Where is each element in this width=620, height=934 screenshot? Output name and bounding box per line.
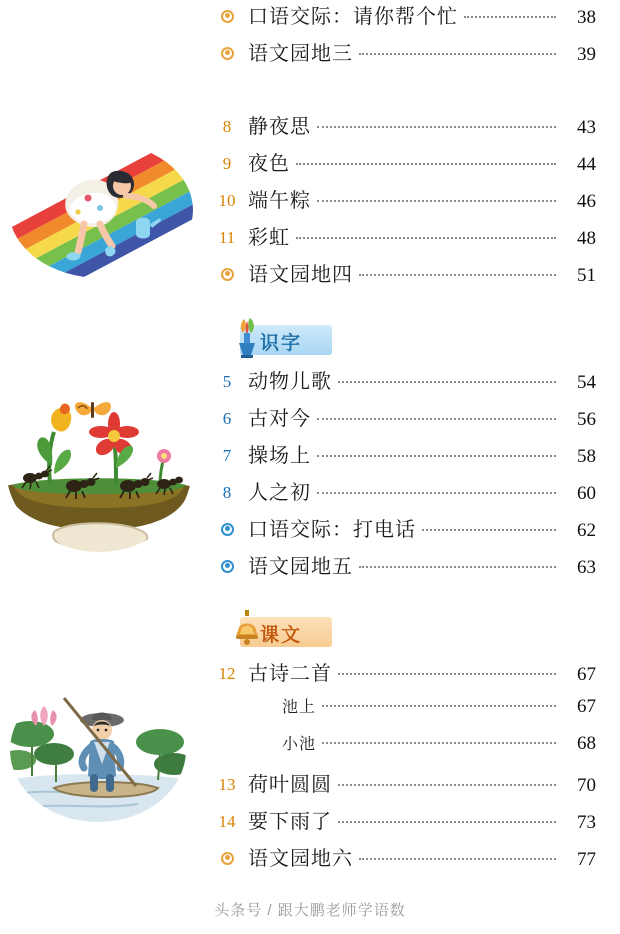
toc-page-number: 43 — [577, 117, 596, 138]
toc-title: 语文园地六 — [248, 848, 353, 870]
bullet-icon — [206, 559, 248, 572]
toc-page-number: 56 — [577, 409, 596, 430]
flowers-ants-svg — [4, 382, 194, 562]
toc-row[interactable] — [206, 221, 596, 258]
toc-title: 静夜思 — [248, 116, 311, 138]
toc-subtitle: 池上 — [282, 699, 317, 716]
leader-dots — [317, 454, 556, 457]
toc-title: 彩虹 — [248, 227, 290, 249]
toc-row[interactable] — [206, 110, 596, 147]
toc-page-number: 77 — [577, 849, 596, 870]
toc-page-number: 48 — [577, 228, 596, 249]
lesson-number: 10 — [218, 191, 236, 210]
rainbow-girl-illustration — [8, 140, 194, 280]
toc-row[interactable] — [206, 805, 596, 842]
bullet-icon — [206, 46, 248, 59]
bullet-icon — [206, 267, 248, 280]
lesson-number: 9 — [222, 154, 232, 173]
toc-page-number: 51 — [577, 265, 596, 286]
lesson-number: 13 — [218, 775, 236, 794]
leader-dots — [322, 704, 556, 707]
leader-dots — [464, 15, 556, 18]
toc-row[interactable] — [206, 842, 596, 879]
toc-title: 古对今 — [248, 408, 311, 430]
leader-dots — [422, 528, 556, 531]
toc-row[interactable] — [206, 694, 596, 731]
toc-row[interactable] — [206, 550, 596, 587]
toc-title: 要下雨了 — [248, 811, 332, 833]
leader-dots — [359, 52, 556, 55]
toc-title: 语文园地三 — [248, 43, 353, 65]
toc-group-kewen-3 — [206, 607, 596, 879]
toc-title: 人之初 — [248, 482, 311, 504]
toc-row[interactable] — [206, 657, 596, 694]
toc-page-number: 58 — [577, 446, 596, 467]
toc-group-shizi — [206, 315, 596, 587]
boy-on-boat-svg — [8, 676, 188, 826]
flowers-ants-illustration — [4, 382, 194, 562]
toc-row[interactable] — [206, 0, 596, 37]
toc-page-number: 73 — [577, 812, 596, 833]
toc-page-number: 70 — [577, 775, 596, 796]
watermark: 头条号 / 跟大鹏老师学语数 — [214, 902, 406, 919]
toc-title: 端午粽 — [248, 190, 311, 212]
toc-title: 操场上 — [248, 445, 311, 467]
leader-dots — [359, 273, 556, 276]
toc-title: 荷叶圆圆 — [248, 774, 332, 796]
spacer — [206, 295, 596, 315]
lesson-number: 6 — [222, 409, 232, 428]
toc-row[interactable] — [206, 147, 596, 184]
toc-row[interactable] — [206, 768, 596, 805]
lesson-number: 12 — [218, 664, 236, 683]
toc-row[interactable] — [206, 37, 596, 74]
toc-page-number: 44 — [577, 154, 596, 175]
lesson-number: 5 — [222, 372, 232, 391]
toc-page-number: 68 — [577, 733, 596, 754]
table-of-contents — [206, 0, 596, 879]
section-banner-kewen — [218, 607, 596, 651]
toc-title: 语文园地四 — [248, 264, 353, 286]
leader-dots — [338, 380, 556, 383]
spacer — [206, 587, 596, 607]
leader-dots — [322, 741, 556, 744]
toc-page-number: 63 — [577, 557, 596, 578]
toc-subtitle: 小池 — [282, 736, 317, 753]
leader-dots — [296, 236, 556, 239]
toc-page-number: 39 — [577, 44, 596, 65]
section-banner-label: 课文 — [260, 625, 303, 646]
toc-page-number: 67 — [577, 696, 596, 717]
leader-dots — [338, 672, 556, 675]
toc-row[interactable] — [206, 402, 596, 439]
bullet-icon — [206, 9, 248, 22]
toc-row[interactable] — [206, 258, 596, 295]
rainbow-girl-svg — [8, 140, 194, 280]
bell-icon — [230, 607, 264, 651]
toc-page-number: 38 — [577, 7, 596, 28]
leader-dots — [338, 820, 556, 823]
bullet-icon — [206, 851, 248, 864]
toc-group-kewen-2 — [206, 110, 596, 295]
lesson-number: 8 — [222, 117, 232, 136]
leader-dots — [359, 857, 556, 860]
toc-row[interactable] — [206, 731, 596, 768]
toc-title: 语文园地五 — [248, 556, 353, 578]
toc-row[interactable] — [206, 184, 596, 221]
toc-page-number: 46 — [577, 191, 596, 212]
toc-title: 古诗二首 — [248, 663, 332, 685]
feather-pen-icon — [230, 315, 264, 359]
section-banner-label: 识字 — [260, 333, 303, 354]
leader-dots — [317, 417, 556, 420]
toc-page-number: 67 — [577, 664, 596, 685]
toc-row[interactable] — [206, 439, 596, 476]
toc-page-number: 60 — [577, 483, 596, 504]
leader-dots — [296, 162, 556, 165]
leader-dots — [317, 491, 556, 494]
boy-on-boat-illustration — [8, 676, 188, 826]
toc-page-number: 62 — [577, 520, 596, 541]
toc-row[interactable] — [206, 365, 596, 402]
toc-title: 动物儿歌 — [248, 371, 332, 393]
toc-row[interactable] — [206, 513, 596, 550]
leader-dots — [317, 199, 556, 202]
toc-group-top — [206, 0, 596, 74]
lesson-number: 11 — [218, 228, 236, 247]
leader-dots — [359, 565, 556, 568]
section-banner-shizi — [218, 315, 596, 359]
lesson-number: 7 — [222, 446, 232, 465]
leader-dots — [317, 125, 556, 128]
toc-row[interactable] — [206, 476, 596, 513]
bullet-icon — [206, 522, 248, 535]
leader-dots — [338, 783, 556, 786]
toc-title: 口语交际：请你帮个忙 — [248, 6, 458, 28]
lesson-number: 14 — [218, 812, 236, 831]
toc-title: 口语交际：打电话 — [248, 519, 416, 541]
toc-page-number: 54 — [577, 372, 596, 393]
toc-title: 夜色 — [248, 153, 290, 175]
spacer — [206, 74, 596, 110]
lesson-number: 8 — [222, 483, 232, 502]
